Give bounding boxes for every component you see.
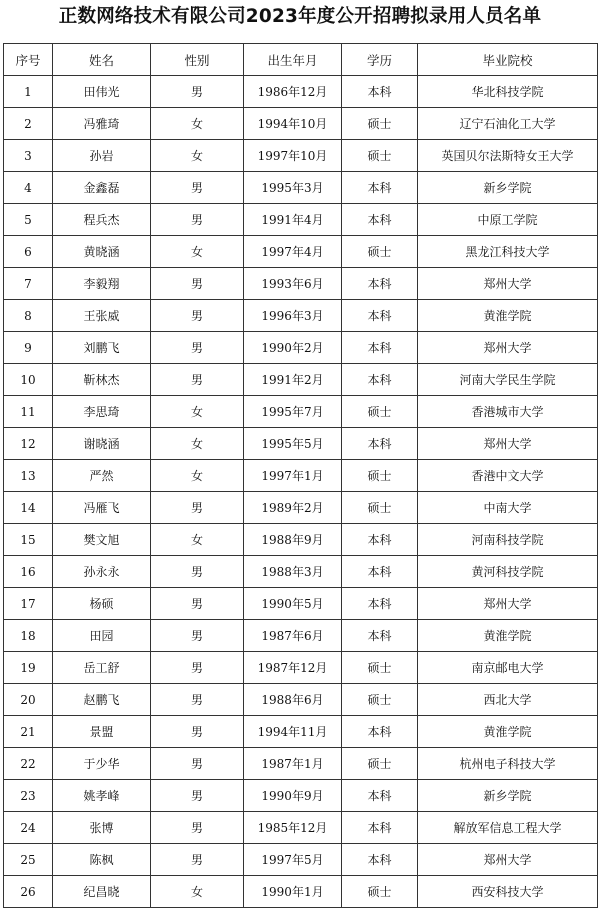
cell-birth-date: 1997年5月 (244, 844, 342, 876)
column-header-index: 序号 (4, 44, 53, 76)
cell-gender: 男 (151, 364, 244, 396)
cell-education: 硕士 (342, 108, 418, 140)
cell-gender: 男 (151, 76, 244, 108)
table-row (4, 140, 598, 172)
cell-education: 本科 (342, 268, 418, 300)
cell-index: 4 (4, 172, 53, 204)
cell-gender: 男 (151, 716, 244, 748)
cell-school: 新乡学院 (418, 780, 598, 812)
cell-index: 8 (4, 300, 53, 332)
cell-school: 辽宁石油化工大学 (418, 108, 598, 140)
cell-school: 黄河科技学院 (418, 556, 598, 588)
cell-index: 10 (4, 364, 53, 396)
cell-gender: 男 (151, 684, 244, 716)
cell-name: 冯雁飞 (53, 492, 151, 524)
cell-school: 杭州电子科技大学 (418, 748, 598, 780)
cell-school: 郑州大学 (418, 588, 598, 620)
cell-name: 纪昌晓 (53, 876, 151, 908)
cell-education: 本科 (342, 844, 418, 876)
cell-name: 严然 (53, 460, 151, 492)
cell-birth-date: 1991年2月 (244, 364, 342, 396)
cell-birth-date: 1995年7月 (244, 396, 342, 428)
cell-gender: 男 (151, 588, 244, 620)
cell-birth-date: 1989年2月 (244, 492, 342, 524)
cell-index: 21 (4, 716, 53, 748)
cell-index: 12 (4, 428, 53, 460)
cell-school: 郑州大学 (418, 844, 598, 876)
cell-education: 本科 (342, 588, 418, 620)
cell-birth-date: 1993年6月 (244, 268, 342, 300)
column-header-education: 学历 (342, 44, 418, 76)
cell-education: 本科 (342, 204, 418, 236)
cell-gender: 男 (151, 812, 244, 844)
cell-birth-date: 1995年5月 (244, 428, 342, 460)
cell-school: 西北大学 (418, 684, 598, 716)
cell-school: 香港中文大学 (418, 460, 598, 492)
cell-gender: 男 (151, 780, 244, 812)
table-body (4, 76, 598, 908)
cell-education: 本科 (342, 812, 418, 844)
table-row (4, 716, 598, 748)
cell-education: 硕士 (342, 748, 418, 780)
cell-name: 黄晓涵 (53, 236, 151, 268)
cell-education: 硕士 (342, 492, 418, 524)
cell-birth-date: 1987年6月 (244, 620, 342, 652)
cell-index: 15 (4, 524, 53, 556)
cell-name: 孙岩 (53, 140, 151, 172)
table-row (4, 620, 598, 652)
cell-name: 于少华 (53, 748, 151, 780)
table-row (4, 812, 598, 844)
cell-index: 18 (4, 620, 53, 652)
cell-school: 黑龙江科技大学 (418, 236, 598, 268)
cell-school: 黄淮学院 (418, 716, 598, 748)
cell-name: 王张威 (53, 300, 151, 332)
cell-school: 解放军信息工程大学 (418, 812, 598, 844)
table-row (4, 396, 598, 428)
cell-education: 本科 (342, 620, 418, 652)
cell-education: 硕士 (342, 652, 418, 684)
cell-birth-date: 1994年11月 (244, 716, 342, 748)
cell-index: 22 (4, 748, 53, 780)
cell-birth-date: 1997年4月 (244, 236, 342, 268)
cell-birth-date: 1994年10月 (244, 108, 342, 140)
cell-birth-date: 1985年12月 (244, 812, 342, 844)
cell-education: 本科 (342, 332, 418, 364)
table-row (4, 332, 598, 364)
column-header-gender: 性别 (151, 44, 244, 76)
table-row (4, 748, 598, 780)
cell-school: 中原工学院 (418, 204, 598, 236)
cell-birth-date: 1990年2月 (244, 332, 342, 364)
cell-education: 本科 (342, 524, 418, 556)
column-header-birth-date: 出生年月 (244, 44, 342, 76)
cell-name: 岳工舒 (53, 652, 151, 684)
cell-gender: 男 (151, 652, 244, 684)
cell-school: 黄淮学院 (418, 300, 598, 332)
cell-gender: 男 (151, 268, 244, 300)
cell-name: 靳林杰 (53, 364, 151, 396)
cell-name: 孙永永 (53, 556, 151, 588)
cell-birth-date: 1997年10月 (244, 140, 342, 172)
cell-birth-date: 1997年1月 (244, 460, 342, 492)
cell-school: 黄淮学院 (418, 620, 598, 652)
cell-name: 张博 (53, 812, 151, 844)
cell-school: 河南大学民生学院 (418, 364, 598, 396)
table-row (4, 844, 598, 876)
table-row (4, 780, 598, 812)
cell-index: 26 (4, 876, 53, 908)
cell-gender: 男 (151, 844, 244, 876)
cell-gender: 男 (151, 204, 244, 236)
cell-school: 中南大学 (418, 492, 598, 524)
cell-gender: 男 (151, 492, 244, 524)
cell-birth-date: 1990年1月 (244, 876, 342, 908)
cell-gender: 女 (151, 876, 244, 908)
cell-education: 本科 (342, 300, 418, 332)
cell-name: 姚孝峰 (53, 780, 151, 812)
cell-school: 香港城市大学 (418, 396, 598, 428)
cell-birth-date: 1988年6月 (244, 684, 342, 716)
cell-school: 新乡学院 (418, 172, 598, 204)
cell-name: 陈枫 (53, 844, 151, 876)
cell-index: 9 (4, 332, 53, 364)
page-title: 正数网络技术有限公司2023年度公开招聘拟录用人员名单 (58, 6, 542, 27)
cell-school: 英国贝尔法斯特女王大学 (418, 140, 598, 172)
cell-education: 本科 (342, 716, 418, 748)
table-row (4, 876, 598, 908)
column-header-school: 毕业院校 (418, 44, 598, 76)
cell-index: 24 (4, 812, 53, 844)
cell-gender: 女 (151, 236, 244, 268)
cell-birth-date: 1990年5月 (244, 588, 342, 620)
cell-name: 程兵杰 (53, 204, 151, 236)
table-row (4, 428, 598, 460)
cell-gender: 女 (151, 460, 244, 492)
cell-name: 田伟光 (53, 76, 151, 108)
cell-birth-date: 1987年12月 (244, 652, 342, 684)
table-row (4, 300, 598, 332)
cell-index: 20 (4, 684, 53, 716)
cell-birth-date: 1988年9月 (244, 524, 342, 556)
cell-index: 14 (4, 492, 53, 524)
cell-gender: 男 (151, 172, 244, 204)
cell-index: 25 (4, 844, 53, 876)
cell-name: 田园 (53, 620, 151, 652)
cell-education: 硕士 (342, 876, 418, 908)
cell-education: 本科 (342, 428, 418, 460)
cell-name: 李毅翔 (53, 268, 151, 300)
cell-birth-date: 1995年3月 (244, 172, 342, 204)
table-row (4, 172, 598, 204)
cell-birth-date: 1996年3月 (244, 300, 342, 332)
table-row (4, 588, 598, 620)
cell-education: 本科 (342, 364, 418, 396)
cell-birth-date: 1988年3月 (244, 556, 342, 588)
cell-name: 赵鹏飞 (53, 684, 151, 716)
cell-name: 谢晓涵 (53, 428, 151, 460)
header-row (4, 44, 598, 76)
cell-education: 硕士 (342, 140, 418, 172)
cell-gender: 男 (151, 748, 244, 780)
cell-gender: 女 (151, 524, 244, 556)
cell-birth-date: 1990年9月 (244, 780, 342, 812)
cell-name: 景盟 (53, 716, 151, 748)
cell-name: 金鑫磊 (53, 172, 151, 204)
cell-index: 16 (4, 556, 53, 588)
cell-gender: 男 (151, 332, 244, 364)
cell-birth-date: 1986年12月 (244, 76, 342, 108)
cell-name: 樊文旭 (53, 524, 151, 556)
cell-gender: 女 (151, 108, 244, 140)
cell-index: 13 (4, 460, 53, 492)
cell-gender: 女 (151, 428, 244, 460)
cell-name: 李思琦 (53, 396, 151, 428)
column-header-name: 姓名 (53, 44, 151, 76)
table-row (4, 556, 598, 588)
cell-school: 郑州大学 (418, 268, 598, 300)
cell-birth-date: 1987年1月 (244, 748, 342, 780)
table-row (4, 108, 598, 140)
cell-school: 河南科技学院 (418, 524, 598, 556)
cell-index: 19 (4, 652, 53, 684)
cell-index: 17 (4, 588, 53, 620)
table-row (4, 652, 598, 684)
cell-school: 郑州大学 (418, 428, 598, 460)
cell-gender: 男 (151, 300, 244, 332)
cell-education: 本科 (342, 556, 418, 588)
cell-name: 杨硕 (53, 588, 151, 620)
cell-gender: 女 (151, 396, 244, 428)
cell-name: 刘鹏飞 (53, 332, 151, 364)
cell-index: 3 (4, 140, 53, 172)
cell-education: 本科 (342, 780, 418, 812)
cell-school: 华北科技学院 (418, 76, 598, 108)
table-row (4, 460, 598, 492)
cell-education: 硕士 (342, 396, 418, 428)
table-row (4, 236, 598, 268)
hiring-roster-table (3, 43, 598, 908)
table-row (4, 524, 598, 556)
cell-gender: 男 (151, 556, 244, 588)
cell-education: 硕士 (342, 684, 418, 716)
cell-school: 西安科技大学 (418, 876, 598, 908)
table-row (4, 268, 598, 300)
cell-index: 1 (4, 76, 53, 108)
table-row (4, 204, 598, 236)
cell-school: 南京邮电大学 (418, 652, 598, 684)
cell-education: 硕士 (342, 460, 418, 492)
cell-name: 冯雅琦 (53, 108, 151, 140)
cell-index: 11 (4, 396, 53, 428)
table-row (4, 76, 598, 108)
cell-gender: 女 (151, 140, 244, 172)
table-row (4, 364, 598, 396)
table-row (4, 492, 598, 524)
cell-index: 6 (4, 236, 53, 268)
cell-gender: 男 (151, 620, 244, 652)
cell-index: 5 (4, 204, 53, 236)
cell-education: 硕士 (342, 236, 418, 268)
cell-index: 7 (4, 268, 53, 300)
cell-index: 2 (4, 108, 53, 140)
cell-birth-date: 1991年4月 (244, 204, 342, 236)
cell-school: 郑州大学 (418, 332, 598, 364)
table-row (4, 684, 598, 716)
cell-education: 本科 (342, 172, 418, 204)
cell-education: 本科 (342, 76, 418, 108)
cell-index: 23 (4, 780, 53, 812)
